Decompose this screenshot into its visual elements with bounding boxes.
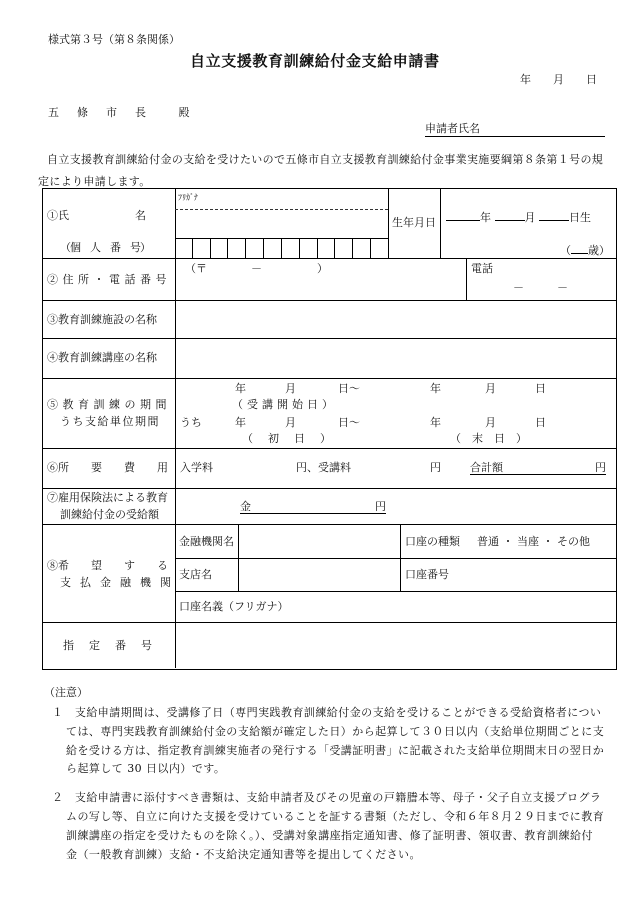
entrance-fee-label: 入学料	[180, 461, 213, 474]
personal-number-box	[264, 238, 282, 258]
intro-line: 定により申請します。	[38, 175, 151, 188]
account-number-label: 口座番号	[405, 568, 449, 581]
notes-heading: （注意）	[44, 686, 88, 699]
personal-number-box	[211, 238, 229, 258]
last-day-caption: （ 末 日 ）	[450, 432, 527, 445]
personal-number-box	[228, 238, 246, 258]
address-label: ②住所・電話番号	[47, 273, 171, 286]
facility-label: ③教育訓練施設の名称	[47, 313, 157, 326]
unit-end-year: 年	[430, 416, 441, 429]
benefit-amount-prefix: 金	[240, 500, 251, 513]
birth-month-blank	[495, 209, 525, 221]
period-label: ⑤教育訓練の期間	[47, 398, 171, 411]
personal-number-label: （個 人 番 号）	[60, 241, 150, 254]
bank-label-continued: 支 払 金 融 機 関	[60, 576, 170, 589]
name-row	[43, 189, 616, 259]
postal-code-field: （〒 － ）	[185, 262, 328, 275]
bank-divider	[175, 558, 616, 559]
name-birth-divider	[388, 189, 389, 258]
account-divider	[400, 525, 401, 591]
intro-line: 自立支援教育訓練給付金の支給を受けたいので五條市自立支援教育訓練給付金事業実施要綱第８条第１号の規	[47, 153, 604, 166]
unit-end-month: 月	[485, 416, 496, 429]
total-yen: 円	[595, 461, 606, 474]
period-row	[43, 379, 616, 449]
address-row	[43, 259, 616, 301]
age-open: （	[560, 244, 571, 257]
birth-month-unit: 月	[524, 211, 536, 224]
cost-label-cell	[43, 449, 176, 488]
designation-row	[43, 623, 616, 668]
note-line: ら起算して 30 日以内）です。	[66, 762, 226, 775]
course-row	[43, 339, 616, 379]
note-line: ２ 支給申請書に添付すべき書類は、支給申請者及びその児童の戸籍謄本等、母子・父子自立支援プログラ	[52, 791, 602, 804]
period-label-cell	[43, 379, 176, 448]
tuition-label: 円、受講料	[296, 461, 351, 474]
form-title: 自立支援教育訓練給付金支給申請書	[190, 52, 440, 70]
cost-label: ⑥所 要 費 用	[47, 461, 168, 474]
facility-label-cell	[43, 301, 176, 338]
branch-label: 支店名	[179, 568, 212, 581]
age-unit: 歳）	[588, 244, 610, 257]
birth-day-unit: 日生	[569, 211, 591, 224]
course-start-year: 年	[235, 382, 246, 395]
benefit-amount-suffix: 円	[375, 500, 386, 513]
unit-start-day: 日～	[338, 416, 360, 429]
personal-number-box	[371, 238, 388, 258]
first-day-caption: （ 初 日 ）	[242, 432, 333, 445]
total-label: 合計額	[470, 461, 503, 474]
account-holder-label: 口座名義（フリガナ）	[179, 600, 289, 613]
application-date: 年 月 日	[520, 73, 597, 86]
benefit-label-cell	[43, 489, 176, 524]
birthdate-field	[446, 209, 591, 224]
designation-label-cell	[43, 623, 176, 668]
course-end-year: 年	[430, 382, 441, 395]
birth-year-unit: 年	[480, 211, 491, 224]
applicant-name-field	[425, 122, 605, 137]
note-line: 金（一般教育訓練）支給・不支給決定通知書等を提出してください。	[66, 848, 421, 861]
course-start-month: 月	[285, 382, 296, 395]
note-line: ては、専門実践教育訓練給付金の支給額が確定した日）から起算して３０日以内（支給単位期間ごとに支	[66, 725, 605, 738]
personal-number-box	[318, 238, 336, 258]
designation-label: 指 定 番 号	[63, 639, 154, 652]
personal-number-box	[175, 238, 193, 258]
bank-label: ⑧希 望 す る	[47, 559, 168, 572]
course-label-cell	[43, 339, 176, 378]
course-end-day: 日	[535, 382, 546, 395]
personal-number-box	[246, 238, 264, 258]
birth-day-blank	[539, 209, 569, 221]
address-label-cell	[43, 259, 176, 300]
age-field	[560, 242, 610, 257]
birth-label-divider	[440, 189, 441, 258]
bank-name-label: 金融機関名	[179, 535, 234, 548]
note-line: ムの写し等、自立に向けた支援を受けていることを証する書類（ただし、令和６年８月２９日までに教育	[66, 810, 605, 823]
course-start-day: 日～	[338, 382, 360, 395]
course-end-month: 月	[485, 382, 496, 395]
bank-row	[43, 525, 616, 623]
benefit-amount-field	[240, 500, 386, 514]
start-date-caption: （受講開始日）	[232, 398, 337, 411]
addressee: 五 條 市 長 殿	[48, 106, 193, 119]
personal-number-boxes	[175, 238, 388, 258]
form-number: 様式第３号（第８条関係）	[48, 33, 180, 46]
note-line: 訓練講座の指定を受けたものを除く。）、受講対象講座指定通知書、修了証明書、領収書、教育訓練給付	[66, 829, 593, 842]
unit-end-day: 日	[535, 416, 546, 429]
personal-number-box	[335, 238, 353, 258]
applicant-name-label: 申請者氏名	[425, 122, 480, 135]
benefit-label-continued: 訓練給付金の受給額	[60, 508, 159, 521]
phone-divider	[466, 259, 467, 300]
bank-divider	[175, 591, 616, 592]
benefit-label: ⑦雇用保険法による教育	[47, 491, 168, 504]
name-label-cell	[43, 189, 176, 258]
unit-start-year: 年	[235, 416, 246, 429]
personal-number-box	[282, 238, 300, 258]
furigana-divider	[175, 209, 388, 210]
facility-row	[43, 301, 616, 339]
phone-format: － －	[513, 281, 568, 294]
personal-number-box	[300, 238, 318, 258]
birthdate-label: 生年月日	[392, 216, 436, 229]
benefit-row	[43, 489, 616, 525]
account-type-options: 普通 ・ 当座 ・ その他	[477, 535, 590, 548]
course-label: ④教育訓練講座の名称	[47, 351, 157, 364]
phone-label: 電話	[471, 262, 493, 275]
furigana-label: ﾌﾘｶﾞﾅ	[178, 193, 198, 202]
total-field	[470, 461, 606, 475]
note-line: １ 支給申請期間は、受講修了日（専門実践教育訓練給付金の支給を受けることができる受給資格者につい	[52, 706, 602, 719]
application-table	[42, 188, 617, 670]
unit-start-month: 月	[285, 416, 296, 429]
account-type-label: 口座の種類	[405, 535, 460, 548]
personal-number-box	[193, 238, 211, 258]
personal-number-box	[353, 238, 371, 258]
tuition-yen: 円	[430, 461, 441, 474]
bank-label-divider	[238, 525, 239, 591]
unit-prefix: うち	[180, 416, 202, 429]
unit-period-label: うち支給単位期間	[60, 415, 160, 428]
note-line: 給を受ける方は、指定教育訓練実施者の発行する「受講証明書」に記載された支給単位期間末日の翌日か	[66, 744, 605, 757]
birth-year-blank	[446, 209, 480, 221]
age-blank	[571, 242, 588, 254]
bank-label-cell	[43, 525, 176, 622]
cost-row	[43, 449, 616, 489]
name-label: ①氏 名	[47, 209, 146, 222]
